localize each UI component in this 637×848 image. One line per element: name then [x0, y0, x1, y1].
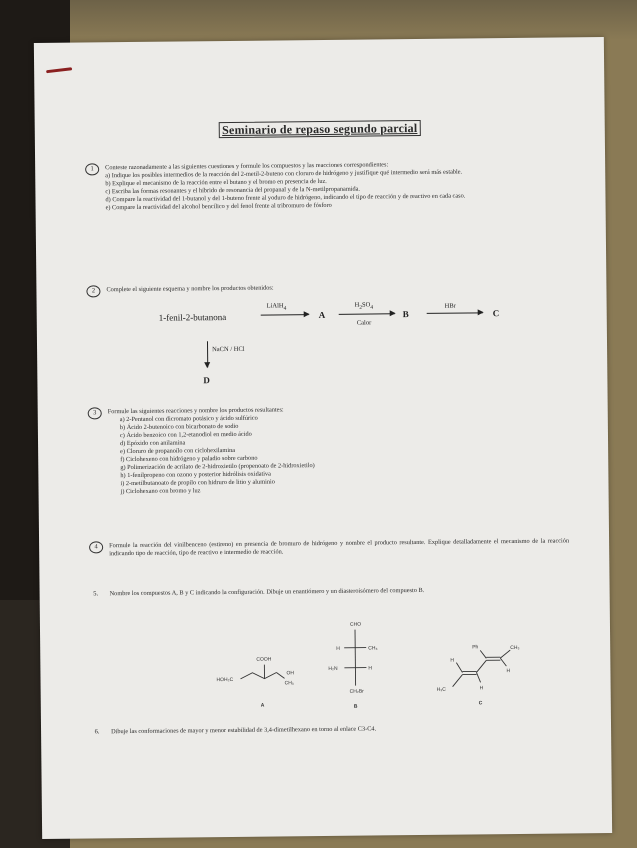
molecule-b	[328, 621, 378, 710]
pen-mark	[46, 67, 72, 73]
exam-sheet	[34, 37, 612, 839]
hoh2c-label: HOH₂C	[216, 676, 234, 684]
h-label: H	[506, 668, 511, 675]
product-a: A	[318, 309, 326, 321]
question-number: 6.	[94, 728, 100, 736]
arrow-down	[207, 341, 208, 367]
molecule-label-b: B	[353, 703, 358, 710]
question-intro: Complete el siguiente esquema y nombre los productos obtenidos:	[106, 284, 274, 294]
h-label: H	[368, 665, 373, 672]
arrow-1	[261, 314, 309, 316]
question-number: 1	[85, 163, 99, 175]
list-item: f) Ciclohexeno con hidrógeno y paladio sobre carbono	[120, 454, 258, 464]
molecule-label-c: C	[478, 700, 483, 707]
arrow-3	[427, 312, 483, 314]
question-6	[94, 723, 571, 736]
h-label: H	[479, 685, 484, 692]
list-item: a) Indique los posibles intermedios de la reacción del 2-metil-2-buteno con cloruro de hidrógeno y justifique qué intermedio será más estable.	[105, 168, 463, 180]
molecules-figure	[200, 614, 561, 718]
list-item: j) Ciclohexano con bromo y luz	[120, 487, 201, 496]
list-item: a) 2-Pentanol con dicromato potásico y ácido sulfúrico	[119, 414, 258, 424]
molecule-a	[216, 656, 294, 709]
h2n-label: H₂N	[328, 665, 338, 672]
question-text: Formule la reacción del vinilbenceno (estireno) en presencia de bromuro de hidrógeno y nombre el producto resultante. Explique detalladamente el mecanismo de la reacción indicando tipo de reacción, tipo de reactivo e intermedio de reacción.	[109, 537, 570, 558]
ch3-label: CH₃	[284, 680, 294, 687]
desk-background	[0, 0, 637, 40]
arrow-2	[339, 313, 395, 315]
ch2br-label: CH₂Br	[349, 688, 364, 695]
ch3-label: CH₃	[510, 644, 520, 652]
list-item: i) 2-metilbutanoato de propilo con hidruro de litio y aluminio	[120, 478, 275, 488]
ch3-label: CH₃	[368, 645, 378, 652]
question-number: 5.	[93, 590, 99, 598]
list-item: e) Compare la reactividad del alcohol bencílico y del fenol frente al tribromuro de fósforo	[105, 201, 332, 212]
question-number: 4	[89, 541, 103, 553]
list-item: g) Polimerización de acrilato de 2-hidroxietilo (propenoato de 2-hidroxietilo)	[120, 462, 315, 472]
starting-material: 1-fenil-2-butanona	[158, 312, 227, 323]
oh-label: OH	[286, 670, 294, 677]
reagent-2b: Calor	[356, 319, 372, 327]
list-item: h) 1-fenilpropeno con ozono y posterior hidrólisis oxidativa	[120, 470, 271, 480]
product-c: C	[492, 308, 500, 319]
question-intro: Formule las siguientes reacciones y nombre los productos resultantes:	[107, 406, 284, 416]
question-5	[93, 585, 570, 598]
cooh-label: COOH	[256, 656, 272, 663]
list-item: d) Epóxido con anilamina	[120, 439, 186, 448]
question-2	[91, 281, 566, 295]
question-3	[93, 403, 569, 496]
cho-label: CHO	[349, 621, 362, 628]
reagent-1: LiAlH$_4$	[266, 302, 287, 312]
list-item: b) Explique el mecanismo de la reacción entre el butano y el bromo en presencia de luz.	[105, 177, 327, 188]
question-intro: Conteste razonadamente a las siguientes cuestiones y formule los compuestos y las reacciones correspondientes:	[105, 161, 389, 172]
product-d: D	[203, 375, 210, 386]
question-number: 3	[88, 407, 102, 419]
h-label: H	[336, 645, 340, 652]
ph-label: Ph	[472, 644, 479, 651]
list-item: b) Ácido 2-butenoico con bicarbonato de sodio	[119, 422, 239, 432]
page-title: Seminario de repaso segundo parcial	[35, 119, 605, 140]
question-4	[94, 537, 570, 558]
question-text: Dibuje las conformaciones de mayor y menor estabilidad de 3,4-dimetilhexano en torno al enlace C3-C4.	[111, 725, 377, 736]
question-1	[90, 159, 565, 212]
product-b: B	[402, 309, 409, 320]
question-text: Nombre los compuestos A, B y C indicando la configuración. Dibuje un enantiómero y un diasteroisómero del compuesto B.	[109, 586, 425, 598]
list-item: c) Ácido benzoico con 1,2-etanodiol en medio ácido	[119, 430, 252, 440]
molecule-c	[436, 644, 520, 707]
h3c-label: H₃C	[436, 686, 446, 693]
h-label: H	[450, 657, 454, 664]
reagent-3: HBr	[444, 302, 456, 310]
list-item: d) Compare la reactividad del 1-butanol y del 1-buteno frente al yoduro de hidrógeno, indicando el tipo de reacción y de reactivo en cada caso.	[105, 192, 466, 204]
reagent-2: $H_2SO_4$	[354, 301, 374, 311]
question-number: 2	[86, 285, 100, 297]
reagent-4: NaCN / HCl	[212, 345, 245, 354]
molecule-label-a: A	[260, 702, 265, 709]
list-item: e) Cloruro de propanoílo con ciclohexilamina	[120, 446, 236, 456]
list-item: c) Escriba las formas resonantes y el híbrido de resonancia del propanal y de la N-metilpropanamida.	[105, 185, 361, 196]
